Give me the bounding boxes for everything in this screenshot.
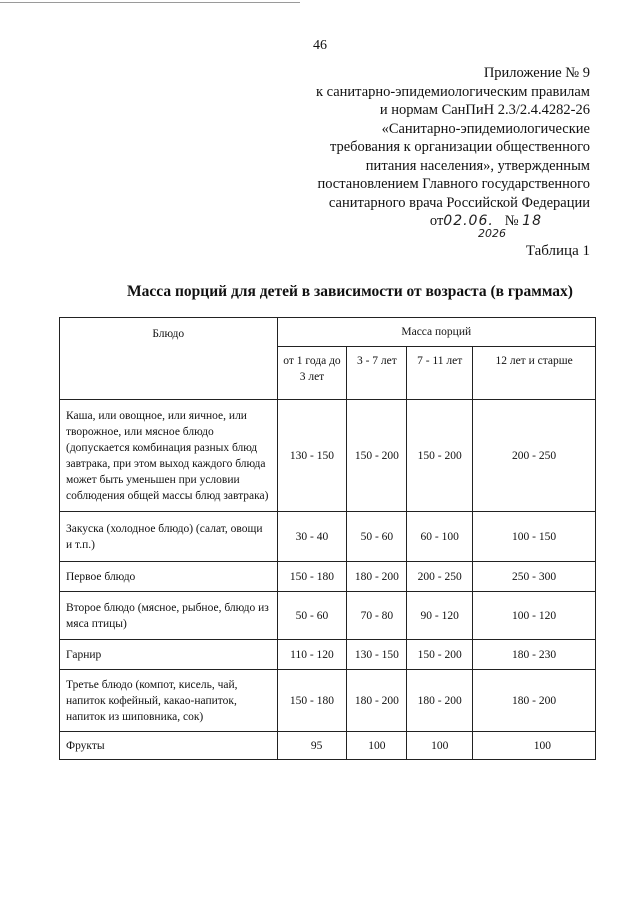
dish-cell: Первое блюдо [60, 562, 278, 592]
appendix-line: и нормам СанПиН 2.3/2.4.4282-26 [379, 102, 590, 118]
handwritten-number: 18 [522, 213, 542, 229]
value-cell: 150 - 200 [407, 400, 473, 512]
header-age-3-7: 3 - 7 лет [347, 347, 407, 400]
handwritten-date: 02.06. [443, 213, 494, 229]
appendix-line: санитарного врача Российской Федерации [328, 194, 590, 211]
value-cell: 95 [277, 732, 347, 760]
table-row [60, 640, 596, 670]
table-row [60, 592, 596, 640]
value-cell: 200 - 250 [407, 562, 473, 592]
value-cell: 180 - 230 [473, 640, 596, 670]
portions-table [59, 317, 596, 760]
dish-cell: Второе блюдо (мясное, рыбное, блюдо из мяса птицы) [60, 592, 278, 640]
value-cell: 60 - 100 [407, 512, 473, 562]
value-cell: 130 - 150 [277, 400, 347, 512]
value-cell: 50 - 60 [347, 512, 407, 562]
value-cell: 100 [473, 732, 596, 760]
appendix-line: требования к организации общественного [329, 139, 590, 155]
table-label: Таблица 1 [525, 243, 590, 259]
value-cell: 100 - 120 [473, 592, 596, 640]
dish-cell: Закуска (холодное блюдо) (салат, овощи и т.п.) [60, 512, 278, 562]
appendix-line: к санитарно-эпидемиологическим правилам [315, 83, 590, 100]
appendix-line: питания населения», утвержденным [365, 157, 590, 174]
header-age-1-3: от 1 года до 3 лет [277, 347, 347, 400]
value-cell: 150 - 180 [277, 670, 347, 732]
value-cell: 100 - 150 [473, 512, 596, 562]
value-cell: 130 - 150 [347, 640, 407, 670]
handwritten-date-number [290, 212, 590, 240]
scan-edge-line [0, 2, 300, 3]
table-row [60, 562, 596, 592]
value-cell: 200 - 250 [473, 400, 596, 512]
dish-cell: Каша, или овощное, или яичное, или творожное, или мясное блюдо (допускается комбинация разных блюд завтрака, при этом выход каждого блюда может быть уменьшен при условии соблюдения общей массы блюд завтрака) [60, 400, 278, 512]
value-cell: 100 [407, 732, 473, 760]
header-mass: Масса порций [277, 318, 595, 347]
page-number: 46 [313, 38, 327, 53]
value-cell: 30 - 40 [277, 512, 347, 562]
table-row [60, 670, 596, 732]
dish-cell: Третье блюдо (компот, кисель, чай, напиток кофейный, какао-напиток, напиток из шиповника, сок) [60, 670, 278, 732]
handwritten-year: 2026 [478, 227, 506, 240]
appendix-line: постановлением Главного государственного [317, 176, 590, 192]
value-cell: 150 - 180 [277, 562, 347, 592]
table-header-row [60, 318, 596, 347]
value-cell: 50 - 60 [277, 592, 347, 640]
header-dish: Блюдо [60, 318, 278, 400]
dish-cell: Фрукты [60, 732, 278, 760]
table-row [60, 512, 596, 562]
table-row [60, 400, 596, 512]
value-cell: 90 - 120 [407, 592, 473, 640]
header-age-7-11: 7 - 11 лет [407, 347, 473, 400]
table-row [60, 732, 596, 760]
header-age-12-plus: 12 лет и старше [473, 347, 596, 400]
appendix-title: Приложение № 9 [483, 65, 590, 81]
value-cell: 180 - 200 [407, 670, 473, 732]
value-cell: 100 [347, 732, 407, 760]
value-cell: 150 - 200 [347, 400, 407, 512]
number-label: № [504, 213, 519, 229]
value-cell: 180 - 200 [347, 562, 407, 592]
value-cell: 180 - 200 [347, 670, 407, 732]
value-cell: 180 - 200 [473, 670, 596, 732]
appendix-line: «Санитарно-эпидемиологические [381, 120, 590, 137]
dish-cell: Гарнир [60, 640, 278, 670]
value-cell: 70 - 80 [347, 592, 407, 640]
value-cell: 250 - 300 [473, 562, 596, 592]
value-cell: 150 - 200 [407, 640, 473, 670]
date-prefix: от [429, 213, 444, 229]
value-cell: 110 - 120 [277, 640, 347, 670]
appendix-header [290, 64, 590, 240]
table-title: Масса порций для детей в зависимости от возраста (в граммах) [127, 283, 573, 300]
